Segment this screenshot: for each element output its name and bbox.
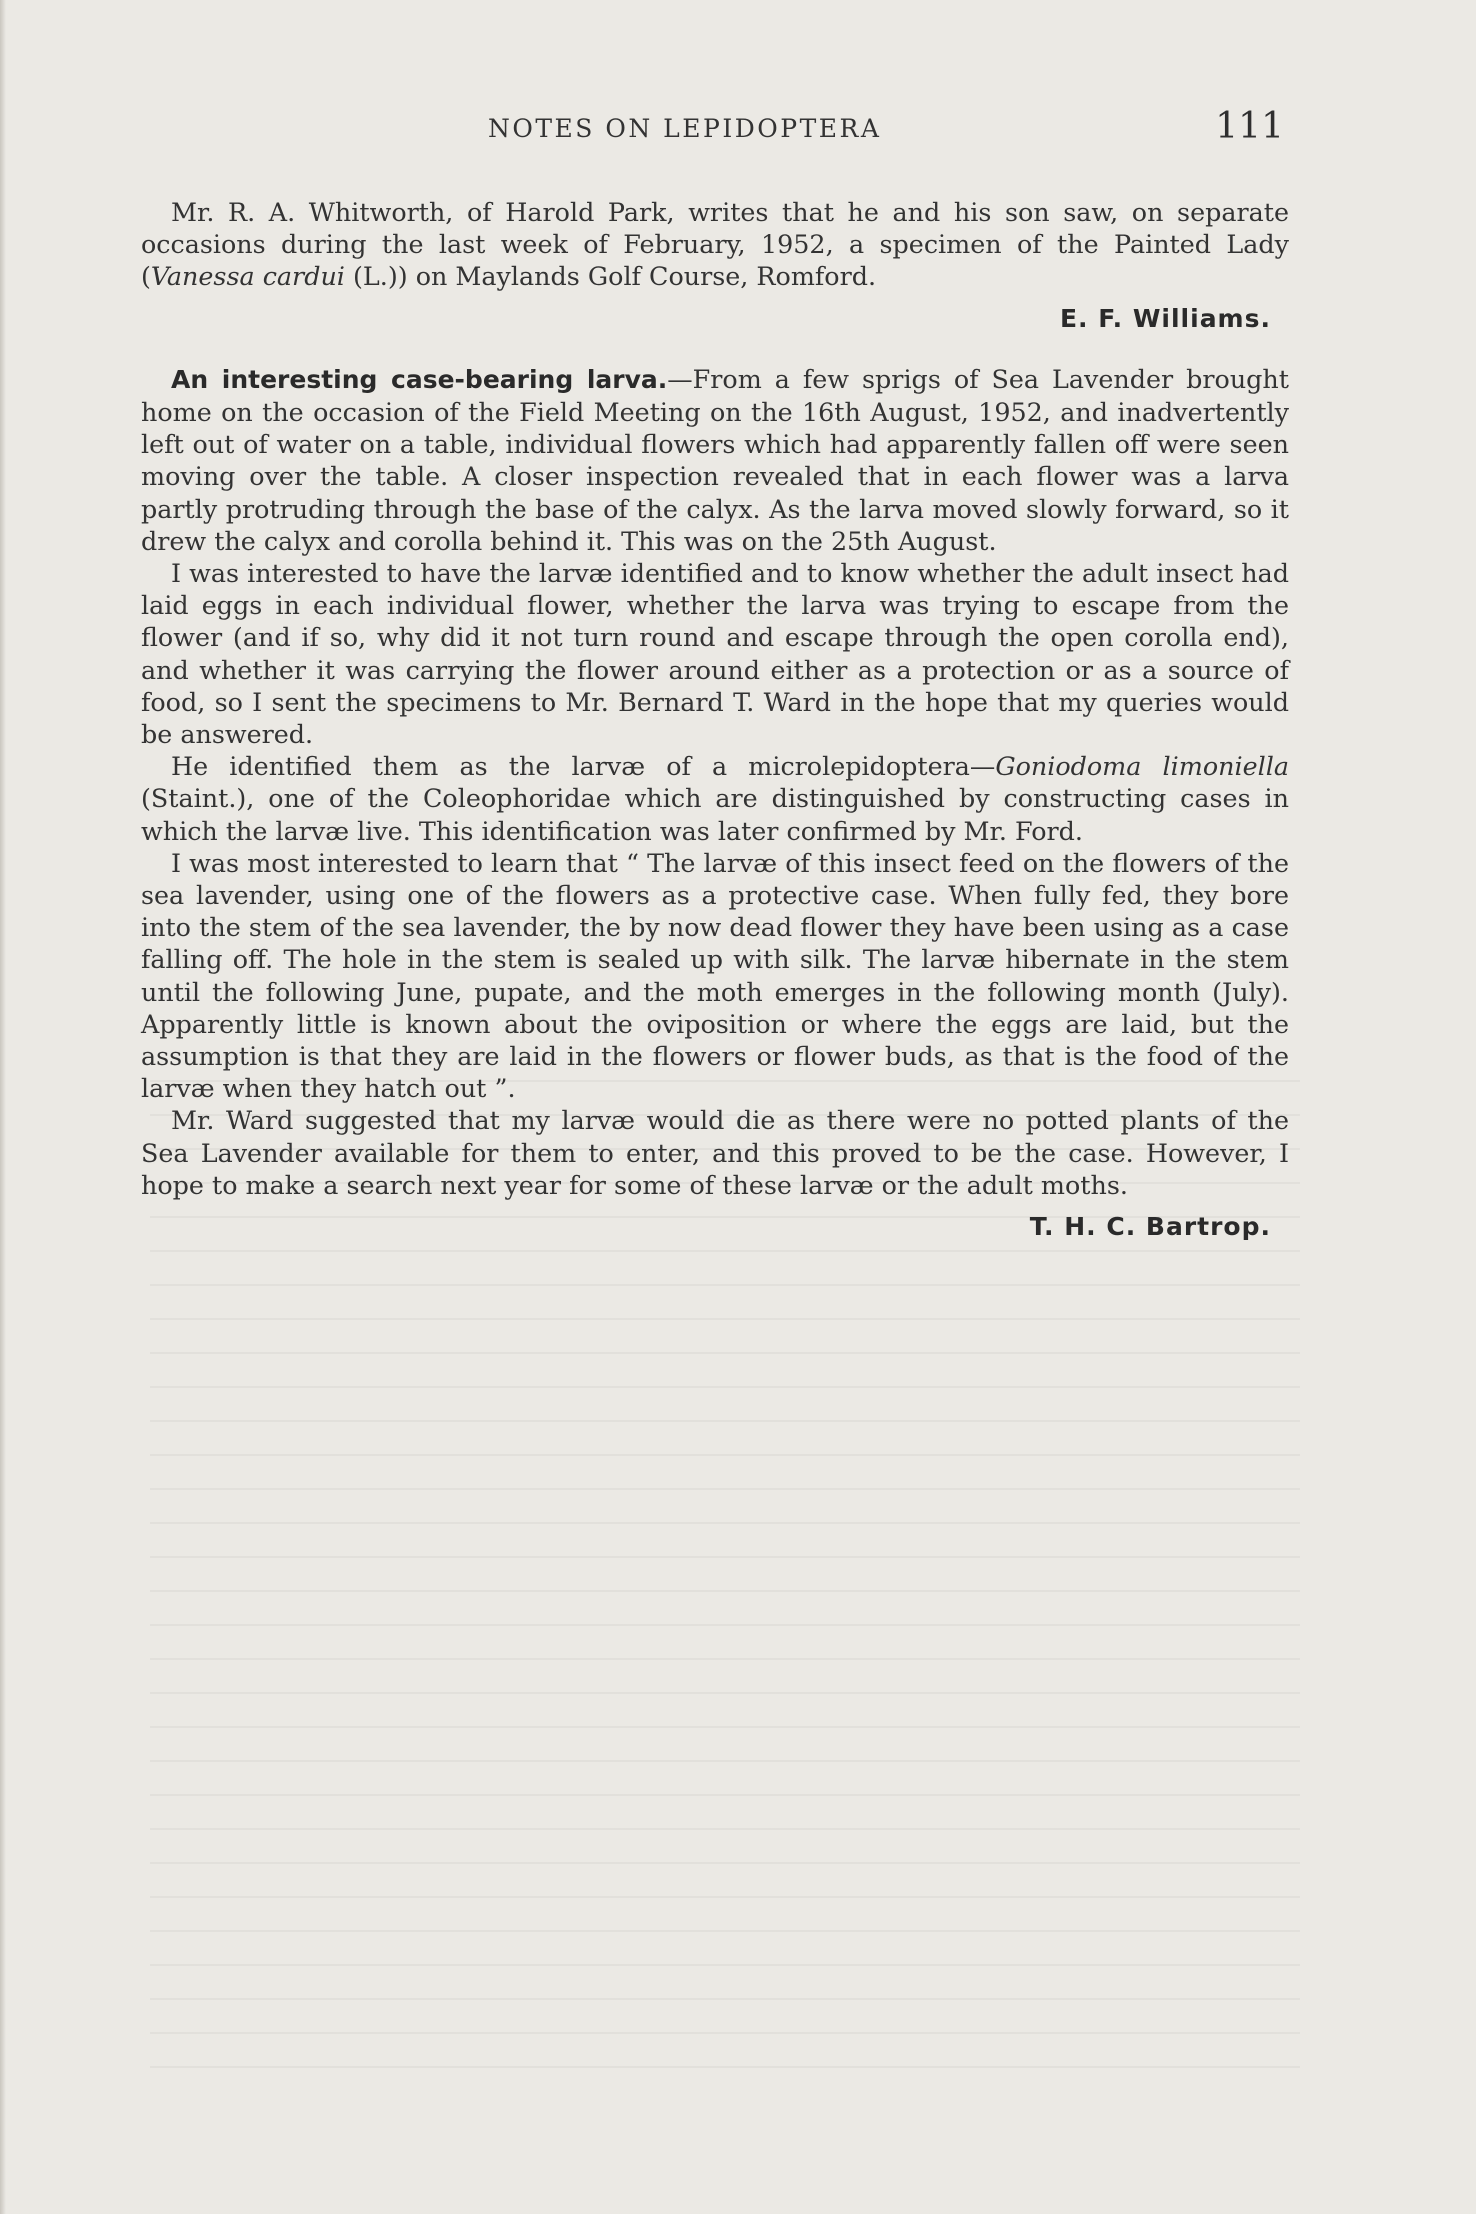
running-head: NOTES ON LEPIDOPTERA	[488, 114, 882, 143]
case-bearing-paragraph-1	[141, 363, 1289, 557]
note-whitworth-paragraph	[141, 196, 1289, 293]
case-bearing-paragraph-2: I was interested to have the larvæ identified and to know whether the adult insect had laid eggs in each individual flower, whether the larva was trying to escape from the flower (and if so, why did it not turn round and escape through the open corolla end), and whether it was carrying the flower around either as a protection or as a source of food, so I sent the specimens to Mr. Bernard T. Ward in the hope that my queries would be answered.	[141, 558, 1289, 750]
species-name: Goniodoma limoniella	[995, 751, 1289, 782]
species-name: Vanessa cardui	[150, 261, 345, 292]
case-bearing-paragraph-3	[141, 750, 1289, 847]
note-heading: An interesting case-bearing larva.	[171, 364, 668, 394]
page-number: 111	[1215, 106, 1284, 147]
note-text: He identified them as the larvæ of a microlepidoptera—	[171, 751, 996, 782]
note-text: (Staint.), one of the Coleophoridae which are distinguished by constructing cases in which the larvæ live. This identification was later confirmed by Mr. Ford.	[141, 783, 1289, 846]
page-header	[158, 104, 1286, 154]
page-body	[141, 196, 1289, 1243]
note-text: Mr. R. A. Whitworth, of Harold Park, writes that he and his son saw, on separate occasions during the last week of February, 1952, a specimen of the Painted Lady (	[141, 197, 1289, 292]
author-signature: E. F. Williams.	[1059, 303, 1271, 333]
case-bearing-paragraph-5: Mr. Ward suggested that my larvæ would die as there were no potted plants of the Sea Lavender available for them to enter, and this proved to be the case. However, I hope to make a search next year for some of these larvæ or the adult moths.	[141, 1105, 1289, 1200]
author-signature: T. H. C. Bartrop.	[1029, 1212, 1271, 1242]
note-text: —From a few sprigs of Sea Lavender brought home on the occasion of the Field Meeting on the 16th August, 1952, and inadvertently left out of water on a table, individual flowers which had apparently fallen off were seen moving over the table. A closer inspection revealed that in each flower was a larva partly protruding through the base of the calyx. As the larva moved slowly forward, so it drew the calyx and corolla behind it. This was on the 25th August.	[141, 363, 1289, 556]
note-text: (L.)) on Maylands Golf Course, Romford.	[344, 261, 877, 292]
case-bearing-paragraph-4: I was most interested to learn that “ The larvæ of this insect feed on the flowers of the sea lavender, using one of the flowers as a protective case. When fully fed, they bore into the stem of the sea lavender, the by now dead flower they have been using as a case falling off. The hole in the stem is sealed up with silk. The larvæ hibernate in the stem until the following June, pupate, and the moth emerges in the following month (July). Apparently little is known about the oviposition or where the eggs are laid, but the assumption is that they are laid in the flowers or flower buds, as that is the food of the larvæ when they hatch out ”.	[141, 847, 1289, 1104]
